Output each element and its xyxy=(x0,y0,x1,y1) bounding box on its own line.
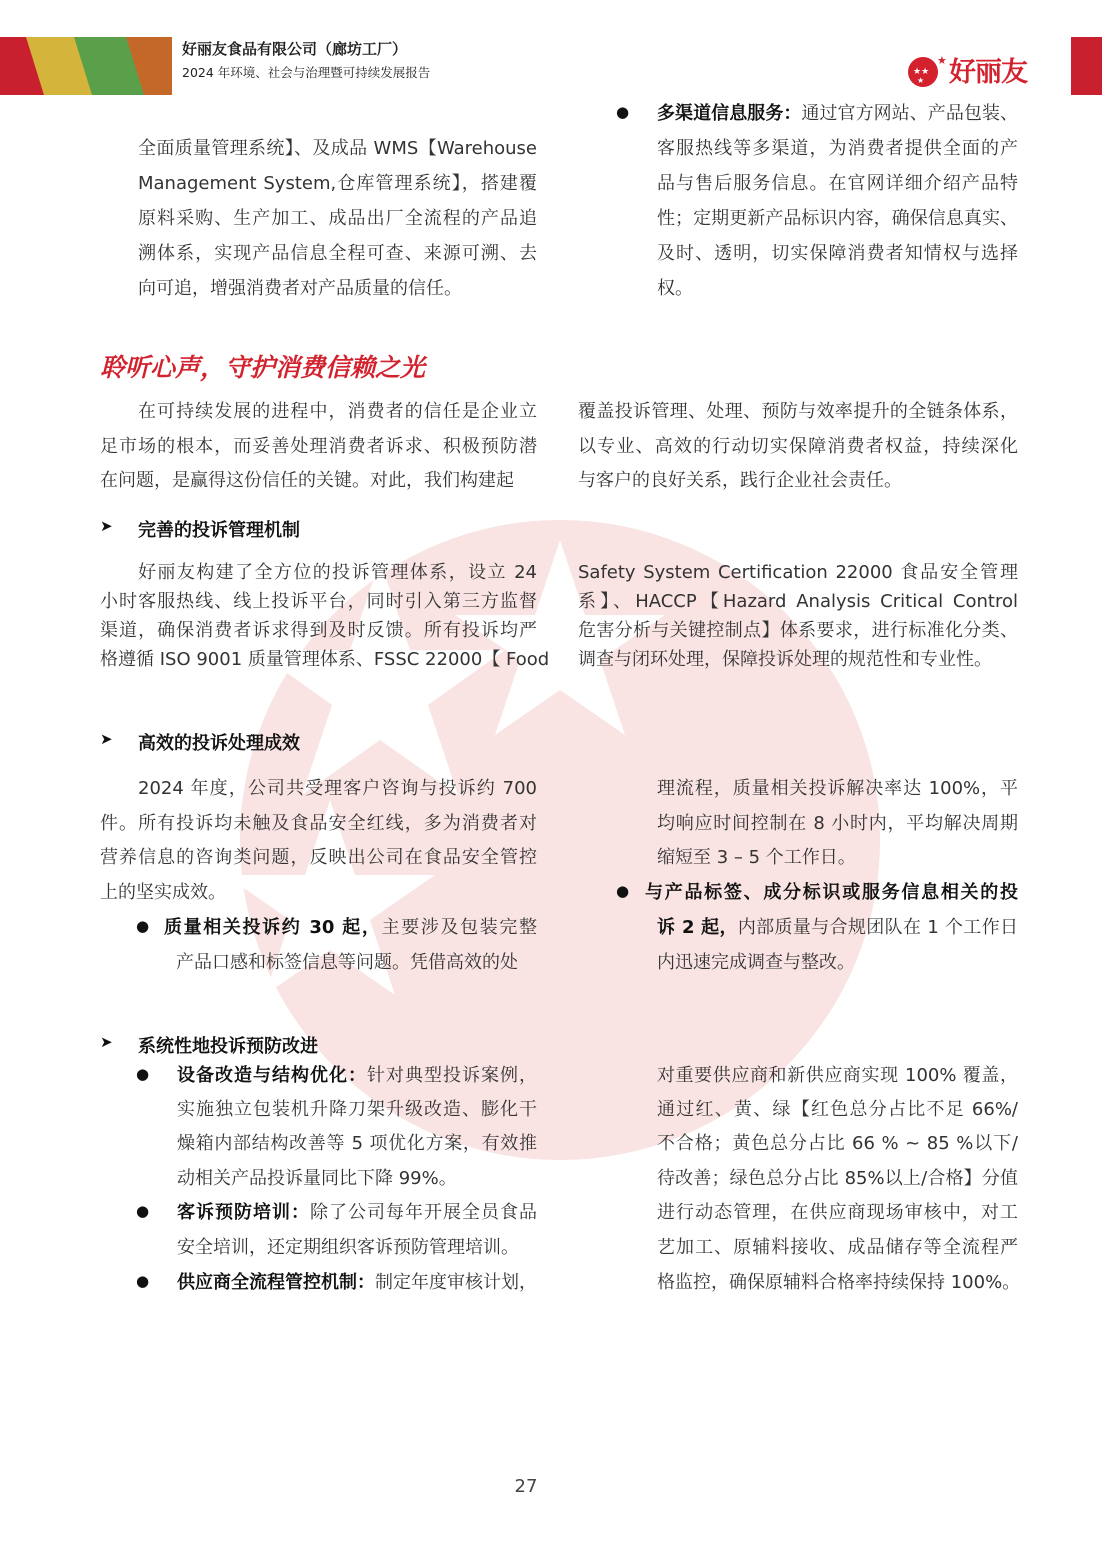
top-left-line: Management System,仓库管理系统】，搭建覆 xyxy=(138,173,537,194)
eff-left-line: 上的坚实成效。 xyxy=(100,882,226,903)
top-right-line: 多渠道信息服务：通过官方网站、产品包装、 xyxy=(657,103,1018,124)
eff-right-bullet-line: 内迅速完成调查与整改。 xyxy=(657,952,855,973)
eff-right-line: 均响应时间控制在 8 小时内，平均解决周期 xyxy=(657,813,1018,834)
prev-right-line: 进行动态管理，在供应商现场审核中，对工 xyxy=(657,1202,1018,1223)
eff-left-bullet-line: 产品口感和标签信息等问题。凭借高效的处 xyxy=(176,952,518,973)
mech-right-line: Safety System Certification 22000 食品安全管理 xyxy=(578,562,1018,583)
header-company: 好丽友食品有限公司（廊坊工厂） xyxy=(182,40,408,58)
page-number: 27 xyxy=(514,1476,538,1497)
intro-right-line: 以专业、高效的行动切实保障消费者权益，持续深化 xyxy=(578,436,1018,457)
eff-right-line: 理流程，质量相关投诉解决率达 100%，平 xyxy=(657,778,1018,799)
top-left-line: 溯体系，实现产品信息全程可查、来源可溯、去 xyxy=(138,243,537,264)
top-right-line: 性；定期更新产品标识内容，确保信息真实、 xyxy=(657,208,1018,229)
logo-star-icon xyxy=(905,52,947,88)
prev-right-line: 格监控，确保原辅料合格率持续保持 100%。 xyxy=(657,1272,1021,1293)
bullet-icon: ● xyxy=(616,882,630,900)
header-accent-bar xyxy=(1071,37,1102,95)
arrow-icon: ➤ xyxy=(100,517,113,535)
top-right-line: 客服热线等多渠道，为消费者提供全面的产 xyxy=(657,138,1018,159)
top-left-line: 全面质量管理系统】、及成品 WMS【Warehouse xyxy=(138,138,537,159)
mech-right-line: 危害分析与关键控制点】体系要求，进行标准化分类、 xyxy=(578,620,1018,641)
bullet-icon: ● xyxy=(136,1202,150,1220)
top-right-line: 权。 xyxy=(657,278,693,299)
mech-left-line: 渠道，确保消费者诉求得到及时反馈。所有投诉均严 xyxy=(100,620,537,641)
eff-left-line: 件。所有投诉均未触及食品安全红线，多为消费者对 xyxy=(100,813,537,834)
prev-b2-line: 客诉预防培训：除了公司每年开展全员食品 xyxy=(177,1202,537,1223)
prev-right-line: 艺加工、原辅料接收、成品储存等全流程严 xyxy=(657,1237,1018,1258)
mech-left-line: 格遵循 ISO 9001 质量管理体系、FSSC 22000【 Food xyxy=(100,649,550,670)
svg-text:★: ★ xyxy=(917,75,925,85)
prev-right-line: 不合格；黄色总分占比 66 % ~ 85 %以下/ xyxy=(657,1133,1018,1154)
eff-left-line: 营养信息的咨询类问题，反映出公司在食品安全管控 xyxy=(100,847,537,868)
intro-left-line: 在可持续发展的进程中，消费者的信任是企业立 xyxy=(138,401,537,422)
top-right-line: 品与售后服务信息。在官网详细介绍产品特 xyxy=(657,173,1018,194)
prev-b3-line: 供应商全流程管控机制：制定年度审核计划， xyxy=(177,1272,537,1293)
svg-text:★★: ★★ xyxy=(913,66,930,77)
intro-left-line: 在问题，是赢得这份信任的关键。对此，我们构建起 xyxy=(100,470,514,491)
arrow-icon: ➤ xyxy=(100,730,113,748)
bullet-icon: ● xyxy=(136,917,150,935)
subheading-complaint-prevention: 系统性地投诉预防改进 xyxy=(138,1036,318,1057)
prev-b2-line: 安全培训，还定期组织客诉预防管理培训。 xyxy=(177,1237,519,1258)
top-left-line: 向可追，增强消费者对产品质量的信任。 xyxy=(138,278,462,299)
prev-right-line: 待改善；绿色总分占比 85%以上/合格】分值 xyxy=(657,1168,1018,1189)
bullet-icon: ● xyxy=(616,103,630,121)
svg-text:★: ★ xyxy=(937,53,947,67)
prev-b1-line: 动相关产品投诉量同比下降 99%。 xyxy=(177,1168,457,1189)
section-title: 聆听心声，守护消费信赖之光 xyxy=(100,353,426,382)
prev-right-line: 对重要供应商和新供应商实现 100% 覆盖， xyxy=(657,1065,1018,1086)
subheading-complaint-mechanism: 完善的投诉管理机制 xyxy=(138,520,300,541)
brand-logo xyxy=(905,50,1027,89)
eff-right-line: 缩短至 3 – 5 个工作日。 xyxy=(657,847,856,868)
subheading-complaint-effectiveness: 高效的投诉处理成效 xyxy=(138,733,300,754)
mech-left-line: 小时客服热线、线上投诉平台，同时引入第三方监督 xyxy=(100,591,537,612)
mech-left-line: 好丽友构建了全方位的投诉管理体系，设立 24 xyxy=(138,562,537,583)
header-report-title: 2024 年环境、社会与治理暨可持续发展报告 xyxy=(182,65,431,80)
eff-left-line: 2024 年度，公司共受理客户咨询与投诉约 700 xyxy=(138,778,537,799)
eff-right-bullet-line: 诉 2 起，内部质量与合规团队在 1 个工作日 xyxy=(657,917,1018,938)
arrow-icon: ➤ xyxy=(100,1033,113,1051)
eff-left-bullet-line: 质量相关投诉约 30 起，主要涉及包装完整 xyxy=(164,917,537,938)
intro-right-line: 与客户的良好关系，践行企业社会责任。 xyxy=(578,470,902,491)
top-right-line: 及时、透明，切实保障消费者知情权与选择 xyxy=(657,243,1018,264)
logo-text: 好丽友 xyxy=(949,57,1027,88)
bullet-icon: ● xyxy=(136,1065,150,1083)
top-left-line: 原料采购、生产加工、成品出厂全流程的产品追 xyxy=(138,208,537,229)
intro-left-line: 足市场的根本，而妥善处理消费者诉求、积极预防潜 xyxy=(100,436,537,457)
intro-right-line: 覆盖投诉管理、处理、预防与效率提升的全链条体系， xyxy=(578,401,1018,422)
prev-right-line: 通过红、黄、绿【红色总分占比不足 66%/ xyxy=(657,1099,1018,1120)
mech-right-line: 调查与闭环处理，保障投诉处理的规范性和专业性。 xyxy=(578,649,992,670)
eff-right-bullet-line: 与产品标签、成分标识或服务信息相关的投 xyxy=(645,882,1018,903)
mech-right-line: 系】、HACCP【Hazard Analysis Critical Control xyxy=(578,591,1018,612)
bullet-icon: ● xyxy=(136,1272,150,1290)
prev-b1-line: 燥箱内部结构改善等 5 项优化方案，有效推 xyxy=(177,1133,537,1154)
prev-b1-line: 设备改造与结构优化：针对典型投诉案例， xyxy=(177,1065,537,1086)
prev-b1-line: 实施独立包装机升降刀架升级改造、膨化干 xyxy=(177,1099,537,1120)
